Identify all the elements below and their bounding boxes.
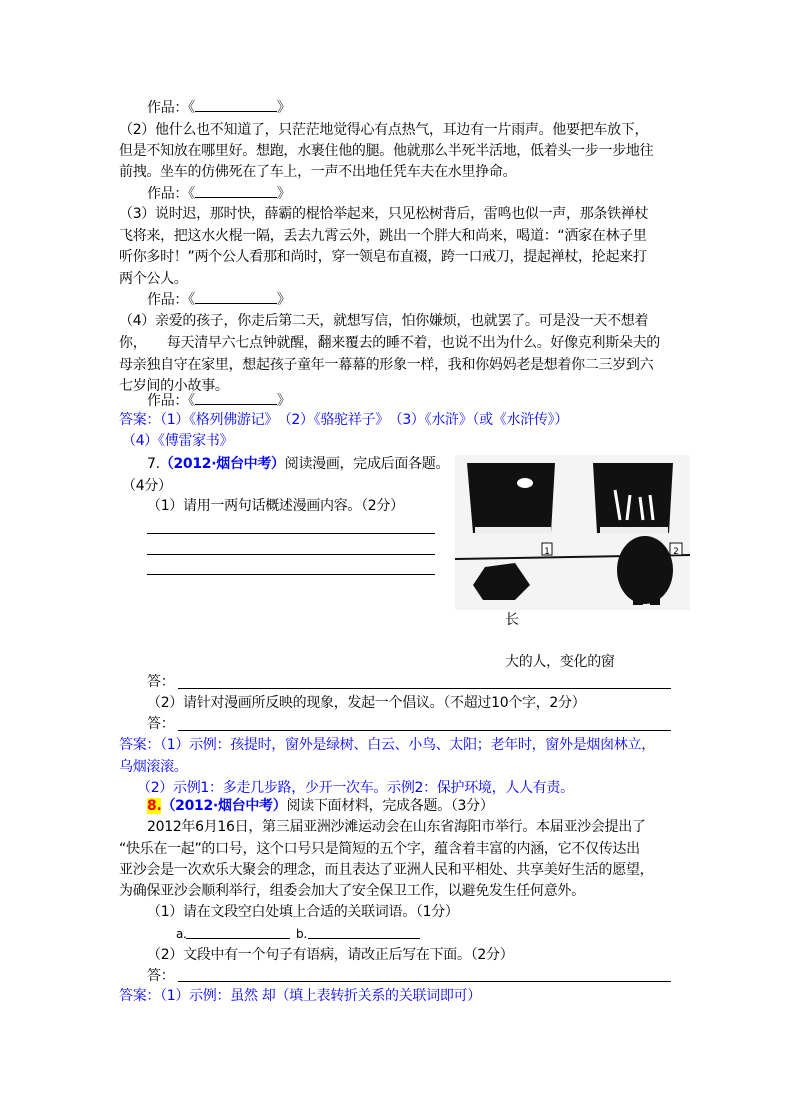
work-blank-4: 作品：《 》 [147, 390, 291, 411]
answer-label: 答： [147, 968, 175, 984]
blank-a[interactable] [186, 938, 290, 939]
answer-line[interactable] [147, 533, 435, 534]
q8-sub2: （2）文段中有一个句子有语病，请改正后写在下面。（2分） [147, 947, 514, 963]
answer-line[interactable] [178, 981, 671, 982]
passage-3: 两个公人。 [119, 271, 188, 287]
answer-line[interactable] [178, 730, 671, 731]
answer-line[interactable] [147, 554, 435, 555]
answer-6: 答案：（1）《格列佛游记》 （2）《骆驼祥子》 （3）《水浒》（或《水浒传》） [119, 412, 569, 428]
blank[interactable] [195, 183, 277, 198]
q8-paragraph: 2012年6月16日，第三届亚洲沙滩运动会在山东省海阳市举行。本届亚沙会提出了 [147, 819, 646, 835]
q7-score: （4分） [122, 478, 172, 494]
answer-7: （2）示例1：多走几步路，少开一次车。示例2：保护环境，人人有责。 [137, 780, 574, 796]
passage-2: （2）他什么也不知道了，只茫茫地觉得心有点热气，耳边有一片雨声。他要把车放下， [119, 122, 649, 138]
q8-paragraph: 亚沙会是一次欢乐大聚会的理念，而且表达了亚洲人民和平相处、共享美好生活的愿望， [119, 862, 654, 878]
work-blank-2: 作品：《 》 [147, 183, 291, 204]
answer-7: 答案：（1）示例：孩提时，窗外是绿树、白云、小鸟、太阳；老年时，窗外是烟囱林立， [119, 737, 655, 753]
question-number-highlight: 8. [147, 798, 162, 814]
q8-paragraph: “快乐在一起”的口号，这个口号只是简短的五个字，蕴含着丰富的内涵，它不仅传达出 [119, 841, 640, 857]
passage-2: 前拽。坐车的仿佛死在了车上，一声不出地任凭车夫在水里挣命。 [119, 164, 517, 180]
cartoon-image [455, 455, 690, 610]
passage-2: 但是不知放在哪里好。想跑，水裹住他的腿。他就那么半死半活地，低着头一步一步地往 [119, 143, 654, 159]
passage-3: 听你多时！”两个公人看那和尚时，穿一领皂布直裰，跨一口戒刀，提起禅杖，抡起来打 [119, 249, 647, 265]
answer-8: 答案：（1）示例：虽然 却（填上表转折关系的关联词即可） [119, 988, 481, 1004]
answer-line[interactable] [178, 688, 671, 689]
blank[interactable] [195, 97, 277, 112]
passage-4: （4）亲爱的孩子，你走后第二天，就想写信，怕你嫌烦，也就罢了。可是没一天不想着 [119, 313, 649, 329]
cartoon-label-2: 2 [673, 547, 679, 557]
blank-b-label: b. [296, 927, 307, 941]
passage-3: （3）说时迟，那时快，薛霸的棍恰举起来，只见松树背后，雷鸣也似一声，那条铁禅杖 [119, 206, 649, 222]
cartoon-label-1: 1 [544, 547, 550, 557]
cartoon-caption: 长 [505, 612, 519, 628]
q7-sub2: （2）请针对漫画所反映的现象，发起一个倡议。（不超过10个字，2分） [147, 695, 586, 711]
passage-4: 母亲独自守在家里，想起孩子童年一幕幕的形象一样，我和你妈妈老是想着你二三岁到六 [119, 357, 654, 373]
answer-7: 乌烟滚滚。 [119, 759, 188, 775]
passage-3: 飞将来，把这水火棍一隔，丢去九霄云外，跳出一个胖大和尚来，喝道：“洒家在林子里 [119, 228, 647, 244]
blank[interactable] [195, 289, 277, 304]
cartoon-caption: 大的人，变化的窗 [505, 654, 615, 670]
blank[interactable] [195, 390, 277, 405]
answer-line[interactable] [147, 574, 435, 575]
answer-label: 答： [147, 674, 175, 690]
blank-b[interactable] [308, 938, 420, 939]
answer-label: 答： [147, 716, 175, 732]
question-7: 7.（2012·烟台中考）阅读漫画，完成后面各题。 [147, 456, 450, 472]
q7-sub1: （1）请用一两句话概述漫画内容。（2分） [147, 498, 404, 514]
question-8: 8.（2012·烟台中考）阅读下面材料，完成各题。（3分） [147, 798, 494, 814]
work-blank-1: 作品：《 》 [147, 97, 291, 118]
passage-4: 七岁间的小故事。 [119, 378, 229, 394]
passage-4: 你， 每天清早六七点钟就醒，翻来覆去的睡不着，也说不出为什么。好像克利斯朵夫的 [119, 335, 660, 351]
blank-a-label: a. [176, 927, 187, 941]
q8-paragraph: 为确保亚沙会顺利举行，组委会加大了安全保卫工作，以避免发生任何意外。 [119, 883, 585, 899]
answer-6: （4）《傅雷家书》 [122, 433, 234, 449]
work-blank-3: 作品：《 》 [147, 289, 291, 310]
q8-sub1: （1）请在文段空白处填上合适的关联词语。（1分） [147, 904, 459, 920]
